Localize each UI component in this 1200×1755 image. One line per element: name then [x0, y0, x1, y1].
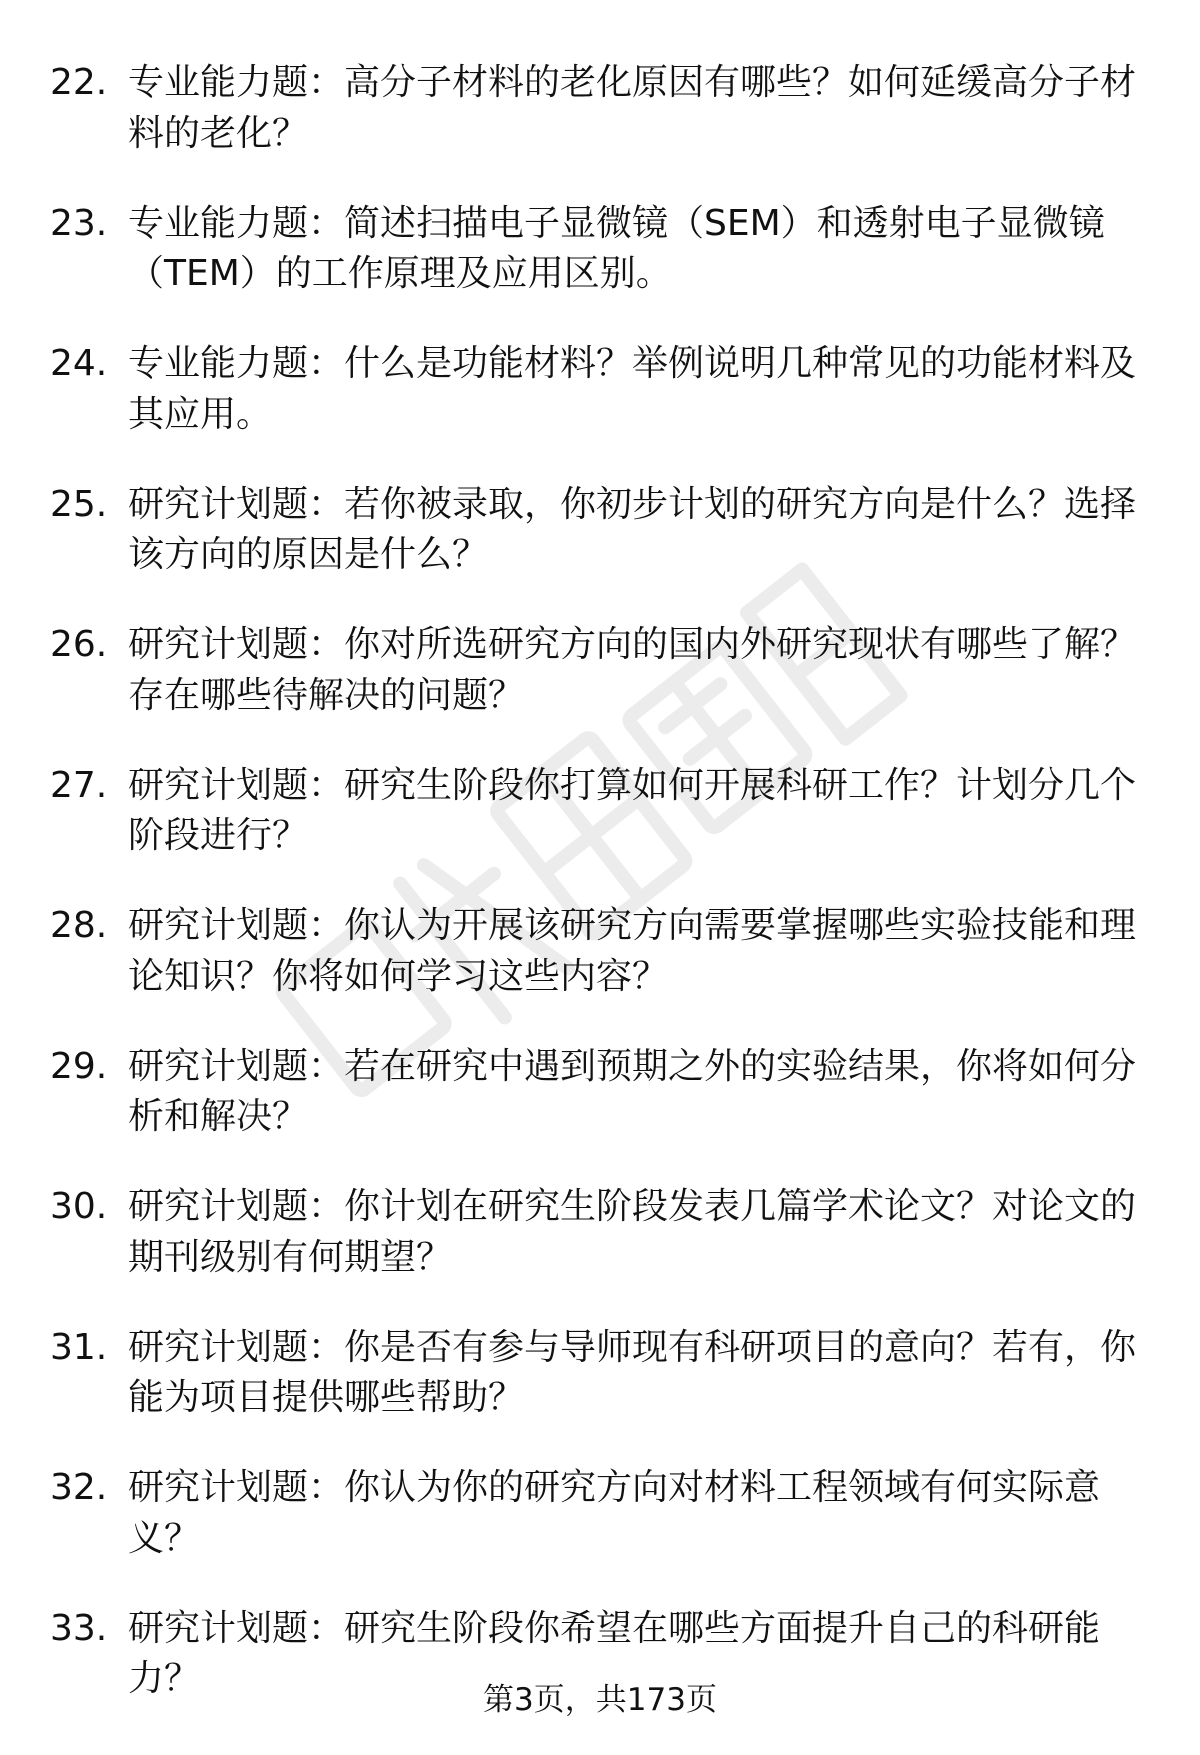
question-number: 33. — [50, 1607, 108, 1649]
question-number: 22. — [50, 62, 108, 103]
question-item-25 — [50, 480, 1150, 581]
question-list — [50, 58, 1150, 1744]
question-number: 25. — [50, 483, 108, 525]
question-number: 32. — [50, 1467, 108, 1508]
question-item-23 — [50, 199, 1150, 300]
question-item-26 — [50, 620, 1150, 721]
question-number: 28. — [50, 905, 108, 946]
question-text: 专业能力题：什么是功能材料？举例说明几种常见的功能材料及其应用。 — [128, 343, 1137, 435]
question-number: 23. — [50, 202, 108, 244]
page-footer — [0, 1680, 1200, 1720]
question-number: 24. — [50, 343, 108, 384]
question-text: 专业能力题：简述扫描电子显微镜（SEM）和透射电子显微镜（TEM）的工作原理及应用区别。 — [128, 202, 1105, 294]
question-text: 研究计划题：你计划在研究生阶段发表几篇学术论文？对论文的期刊级别有何期望？ — [128, 1186, 1137, 1278]
question-text: 研究计划题：你认为你的研究方向对材料工程领域有何实际意义？ — [128, 1467, 1101, 1559]
question-item-31 — [50, 1323, 1150, 1424]
question-text: 研究计划题：若在研究中遇到预期之外的实验结果，你将如何分析和解决？ — [128, 1045, 1137, 1137]
question-text: 研究计划题：你认为开展该研究方向需要掌握哪些实验技能和理论知识？你将如何学习这些内容？ — [128, 905, 1137, 997]
question-text: 研究计划题：研究生阶段你打算如何开展科研工作？计划分几个阶段进行？ — [128, 764, 1137, 856]
question-item-28 — [50, 901, 1150, 1002]
question-text: 研究计划题：研究生阶段你希望在哪些方面提升自己的科研能力？ — [128, 1607, 1101, 1699]
question-text: 专业能力题：高分子材料的老化原因有哪些？如何延缓高分子材料的老化？ — [128, 62, 1137, 154]
question-item-22 — [50, 58, 1150, 159]
question-item-24 — [50, 339, 1150, 440]
question-item-32 — [50, 1463, 1150, 1564]
question-item-27 — [50, 761, 1150, 862]
question-text: 研究计划题：若你被录取，你初步计划的研究方向是什么？选择该方向的原因是什么？ — [128, 483, 1137, 575]
page-number-label: 第3页，共173页 — [483, 1682, 717, 1718]
question-number: 31. — [50, 1326, 108, 1368]
question-number: 30. — [50, 1186, 108, 1227]
question-text: 研究计划题：你对所选研究方向的国内外研究现状有哪些了解？存在哪些待解决的问题？ — [128, 624, 1137, 716]
question-number: 27. — [50, 764, 108, 806]
question-text: 研究计划题：你是否有参与导师现有科研项目的意向？若有，你能为项目提供哪些帮助？ — [128, 1326, 1137, 1418]
question-number: 29. — [50, 1045, 108, 1087]
question-number: 26. — [50, 624, 108, 665]
question-item-29 — [50, 1042, 1150, 1143]
question-item-30 — [50, 1182, 1150, 1283]
